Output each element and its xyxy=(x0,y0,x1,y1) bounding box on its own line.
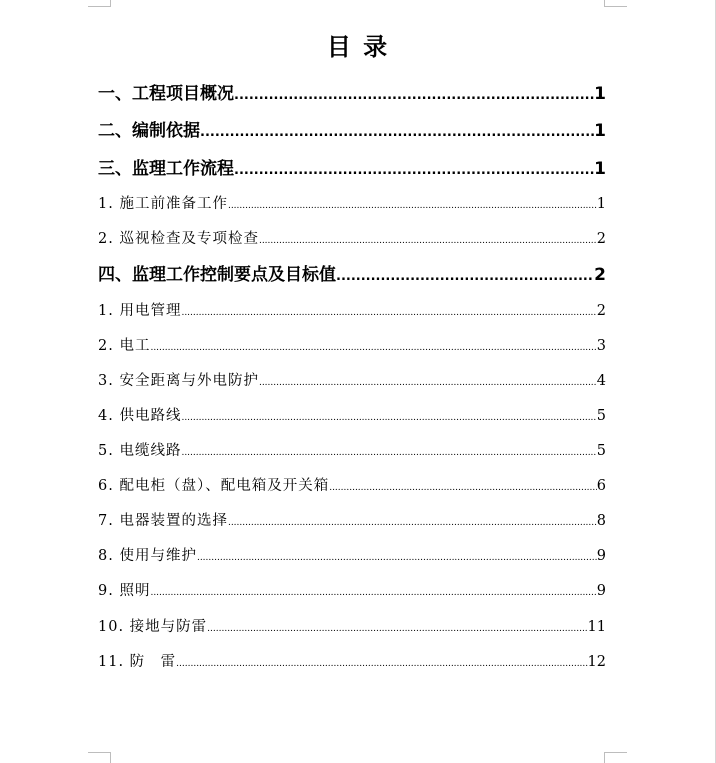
dot-leader xyxy=(336,269,594,284)
toc-entry-page: 6 xyxy=(596,478,606,494)
dot-leader xyxy=(207,624,587,634)
toc-entry[interactable] xyxy=(98,192,606,213)
toc-entry-page: 8 xyxy=(596,513,606,529)
dot-leader xyxy=(259,378,597,388)
toc-entry-page: 9 xyxy=(596,583,606,599)
toc-entry[interactable] xyxy=(98,154,606,179)
dot-leader xyxy=(176,659,587,669)
toc-entry-page: 1 xyxy=(594,84,606,104)
toc-entry-label: 10. 接地与防雷 xyxy=(98,619,208,635)
toc-entry-page: 1 xyxy=(594,121,606,141)
toc-entry-label: 三、监理工作流程 xyxy=(98,159,234,179)
dot-leader xyxy=(228,201,597,211)
toc-entry[interactable] xyxy=(98,260,606,285)
toc-entry-label: 5. 电缆线路 xyxy=(98,443,182,459)
toc-entry[interactable] xyxy=(98,79,606,104)
dot-leader xyxy=(150,588,596,598)
dot-leader xyxy=(181,413,596,423)
toc-title: 目 录 xyxy=(326,33,390,61)
toc-entry[interactable] xyxy=(98,439,606,460)
toc-entry-label: 2. 电工 xyxy=(98,338,151,354)
toc-entry-label: 二、编制依据 xyxy=(98,121,200,141)
page-corner-mark-bottom-left xyxy=(88,752,111,763)
toc-entry-page: 9 xyxy=(596,548,606,564)
dot-leader xyxy=(181,448,596,458)
toc-entry[interactable] xyxy=(98,615,606,636)
dot-leader xyxy=(259,236,597,246)
dot-leader xyxy=(200,125,594,140)
toc-entry-label: 11. 防 雷 xyxy=(98,654,177,670)
toc-entry-page: 5 xyxy=(596,443,606,459)
toc-entry[interactable] xyxy=(98,334,606,355)
toc-entry[interactable] xyxy=(98,404,606,425)
toc-entry-label: 一、工程项目概况 xyxy=(98,84,234,104)
dot-leader xyxy=(197,553,597,563)
page-corner-mark-top-right xyxy=(604,0,627,7)
toc-entry-label: 3. 安全距离与外电防护 xyxy=(98,373,259,389)
toc-entry-label: 四、监理工作控制要点及目标值 xyxy=(98,265,336,285)
toc-entry-label: 1. 施工前准备工作 xyxy=(98,196,228,212)
dot-leader xyxy=(228,518,597,528)
page-corner-mark-top-left xyxy=(88,0,111,7)
toc-entry-label: 4. 供电路线 xyxy=(98,408,182,424)
toc-entry-page: 2 xyxy=(596,231,606,247)
toc-entry[interactable] xyxy=(98,369,606,390)
toc-entry-page: 1 xyxy=(594,159,606,179)
toc-entry-label: 1. 用电管理 xyxy=(98,303,182,319)
toc-entry[interactable] xyxy=(98,116,606,141)
dot-leader xyxy=(329,483,597,493)
toc-entry-page: 1 xyxy=(596,196,606,212)
page-corner-mark-bottom-right xyxy=(604,752,627,763)
toc-entry-page: 12 xyxy=(587,654,606,670)
toc-entry[interactable] xyxy=(98,544,606,565)
dot-leader xyxy=(234,163,594,178)
toc-entry-page: 3 xyxy=(596,338,606,354)
toc-entry-label: 9. 照明 xyxy=(98,583,151,599)
toc-entry[interactable] xyxy=(98,579,606,600)
dot-leader xyxy=(234,88,594,103)
toc-entry[interactable] xyxy=(98,299,606,320)
toc-entry-page: 2 xyxy=(596,303,606,319)
toc-entry[interactable] xyxy=(98,474,606,495)
toc-entry-page: 5 xyxy=(596,408,606,424)
toc-entry-label: 6. 配电柜（盘）、配电箱及开关箱 xyxy=(98,478,330,494)
toc-entry-page: 4 xyxy=(596,373,606,389)
toc-entry-page: 2 xyxy=(594,265,606,285)
dot-leader xyxy=(150,343,596,353)
toc-entry[interactable] xyxy=(98,227,606,248)
toc-entry-label: 2. 巡视检查及专项检查 xyxy=(98,231,259,247)
toc-entry[interactable] xyxy=(98,650,606,671)
toc-entry-page: 11 xyxy=(587,619,606,635)
toc-entry-label: 8. 使用与维护 xyxy=(98,548,197,564)
toc-entry[interactable] xyxy=(98,509,606,530)
toc-entry-label: 7. 电器装置的选择 xyxy=(98,513,228,529)
dot-leader xyxy=(181,308,596,318)
